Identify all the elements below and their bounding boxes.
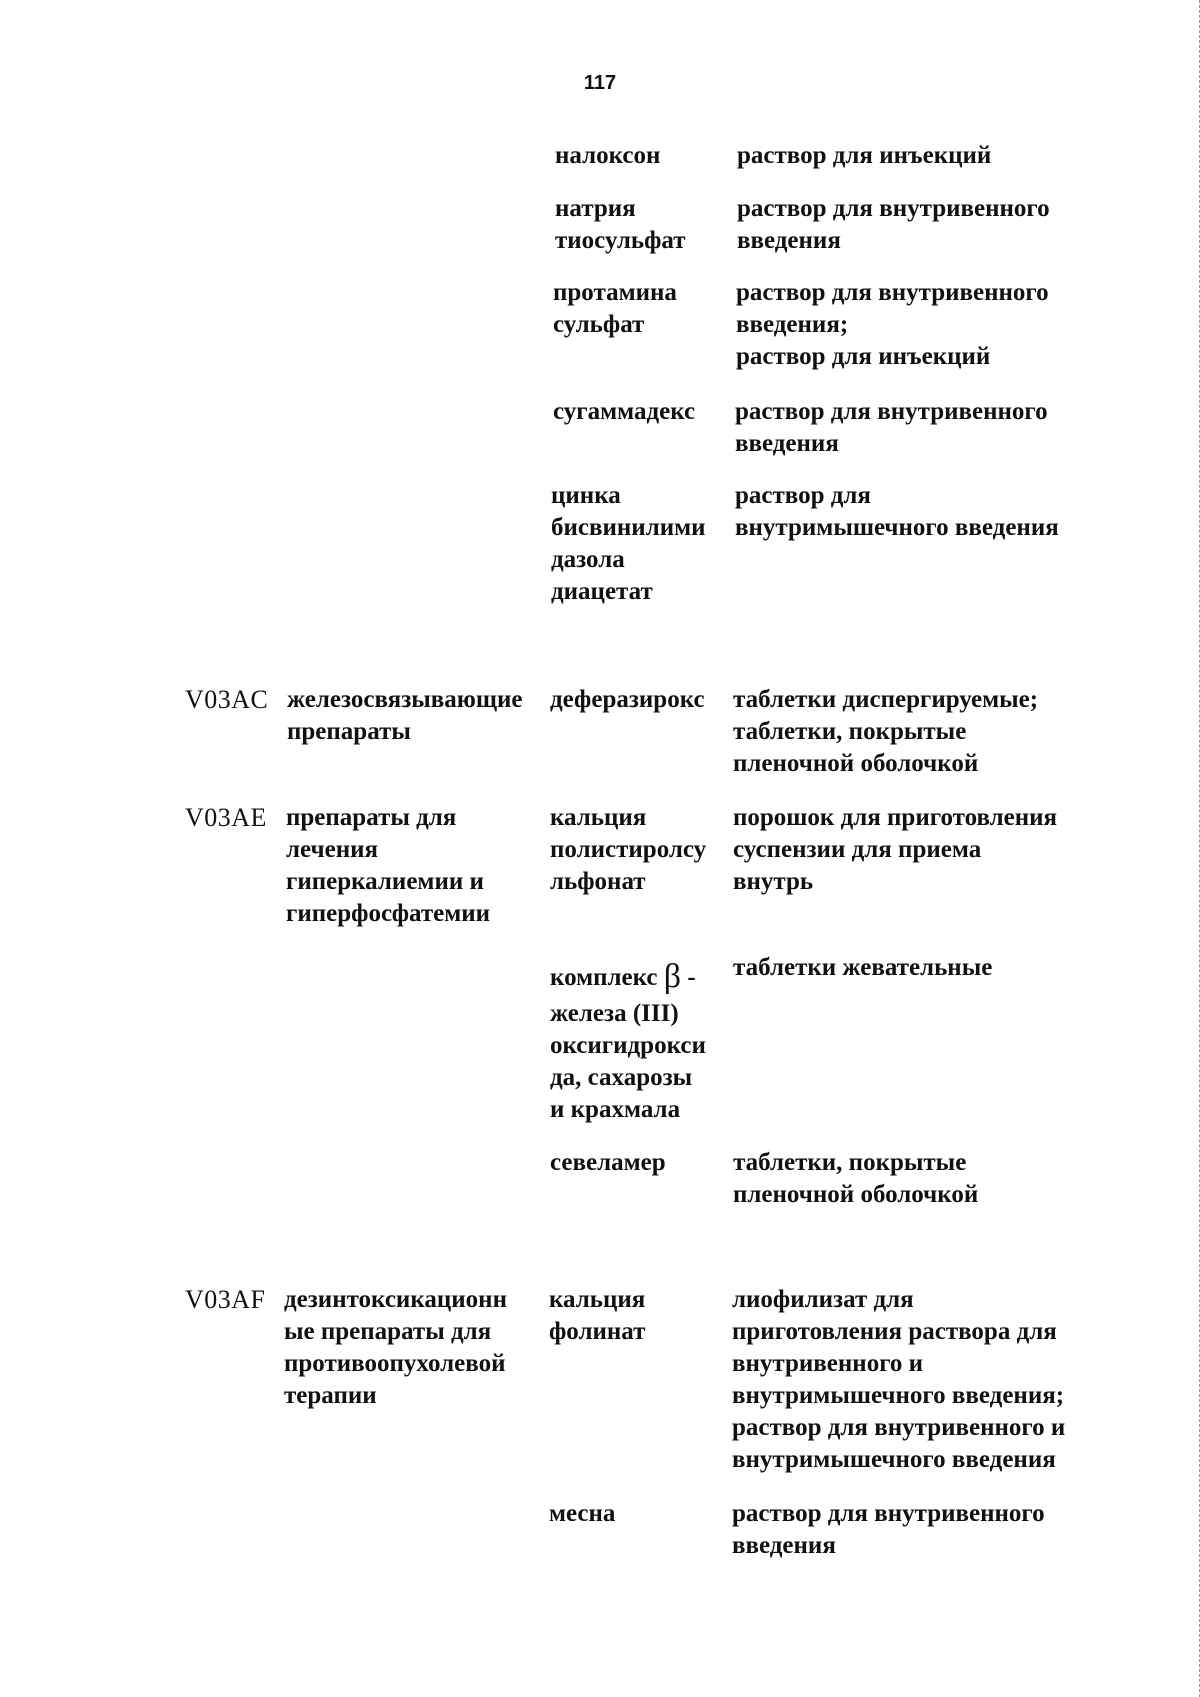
dosage-form: внутрь bbox=[733, 868, 814, 895]
atc-code: V03AF bbox=[185, 1285, 266, 1314]
group-name: терапии bbox=[284, 1382, 377, 1409]
dosage-form: порошок для приготовления bbox=[733, 804, 1058, 831]
drug-name: налоксон bbox=[555, 142, 661, 169]
dosage-form: внутривенного и bbox=[732, 1350, 924, 1377]
dosage-form: таблетки жевательные bbox=[733, 954, 993, 981]
dosage-form: раствор для внутривенного bbox=[735, 398, 1048, 425]
drug-name: оксигидрокси bbox=[550, 1032, 706, 1059]
beta-symbol: β bbox=[663, 958, 682, 995]
dosage-form: пленочной оболочкой bbox=[733, 750, 979, 777]
dosage-form: внутримышечного введения bbox=[735, 514, 1059, 541]
dosage-form: приготовления раствора для bbox=[732, 1318, 1057, 1345]
dosage-form: введения bbox=[732, 1532, 836, 1559]
group-name: противоопухолевой bbox=[284, 1350, 506, 1377]
dosage-form: пленочной оболочкой bbox=[733, 1181, 979, 1208]
drug-name: диацетат bbox=[551, 578, 653, 605]
dosage-form: раствор для внутривенного bbox=[737, 195, 1050, 222]
drug-name: сугаммадекс bbox=[553, 398, 696, 425]
group-name: гиперфосфатемии bbox=[286, 900, 491, 927]
drug-name-first-line bbox=[550, 958, 696, 995]
dosage-form: внутримышечного введения; bbox=[732, 1382, 1065, 1409]
group-name: препараты для bbox=[286, 804, 457, 831]
drug-name: тиосульфат bbox=[555, 227, 686, 254]
drug-name: полистиролсу bbox=[550, 836, 707, 863]
group-name: препараты bbox=[287, 718, 411, 745]
drug-name: севеламер bbox=[550, 1149, 666, 1176]
dosage-form: таблетки диспергируемые; bbox=[733, 686, 1039, 713]
dosage-form: таблетки, покрытые bbox=[733, 1149, 967, 1176]
dosage-form: лиофилизат для bbox=[732, 1286, 914, 1313]
drug-name: натрия bbox=[555, 195, 636, 222]
drug-name: льфонат bbox=[550, 868, 646, 895]
dosage-form: суспензии для приема bbox=[733, 836, 982, 863]
drug-name: деферазирокс bbox=[550, 686, 705, 713]
dosage-form: раствор для инъекций bbox=[736, 343, 991, 370]
dosage-form: раствор для bbox=[735, 482, 871, 509]
drug-name-dash: - bbox=[687, 964, 696, 991]
page-number: 117 bbox=[583, 72, 617, 94]
drug-name: сульфат bbox=[553, 311, 645, 338]
dosage-form: введения bbox=[735, 430, 839, 457]
drug-name-prefix: комплекс bbox=[550, 964, 658, 991]
drug-name: кальция bbox=[549, 1286, 646, 1313]
dosage-form: внутримышечного введения bbox=[732, 1446, 1056, 1473]
dosage-form: раствор для внутривенного и bbox=[732, 1414, 1066, 1441]
dosage-form: таблетки, покрытые bbox=[733, 718, 967, 745]
atc-code: V03AE bbox=[185, 803, 267, 832]
dosage-form: введения; bbox=[736, 311, 849, 338]
drug-name: месна bbox=[549, 1500, 616, 1527]
group-name: дезинтоксикационн bbox=[284, 1286, 507, 1313]
drug-name: бисвинилими bbox=[551, 514, 706, 541]
dosage-form: раствор для внутривенного bbox=[732, 1500, 1045, 1527]
dosage-form: раствор для внутривенного bbox=[736, 279, 1049, 306]
atc-code: V03AC bbox=[185, 685, 269, 714]
dosage-form: введения bbox=[737, 227, 841, 254]
drug-name: цинка bbox=[551, 482, 621, 509]
drug-name: кальция bbox=[550, 804, 647, 831]
group-name: железосвязывающие bbox=[287, 686, 523, 713]
drug-name: дазола bbox=[551, 546, 625, 573]
drug-name: фолинат bbox=[549, 1318, 646, 1345]
drug-name: и крахмала bbox=[550, 1096, 681, 1123]
group-name: ые препараты для bbox=[284, 1318, 492, 1345]
drug-name: железа (III) bbox=[550, 1000, 679, 1027]
group-name: гиперкалиемии и bbox=[286, 868, 484, 895]
group-name: лечения bbox=[286, 836, 379, 863]
drug-name: протамина bbox=[553, 279, 677, 306]
dosage-form: раствор для инъекций bbox=[737, 142, 992, 169]
drug-name: да, сахарозы bbox=[550, 1064, 693, 1091]
